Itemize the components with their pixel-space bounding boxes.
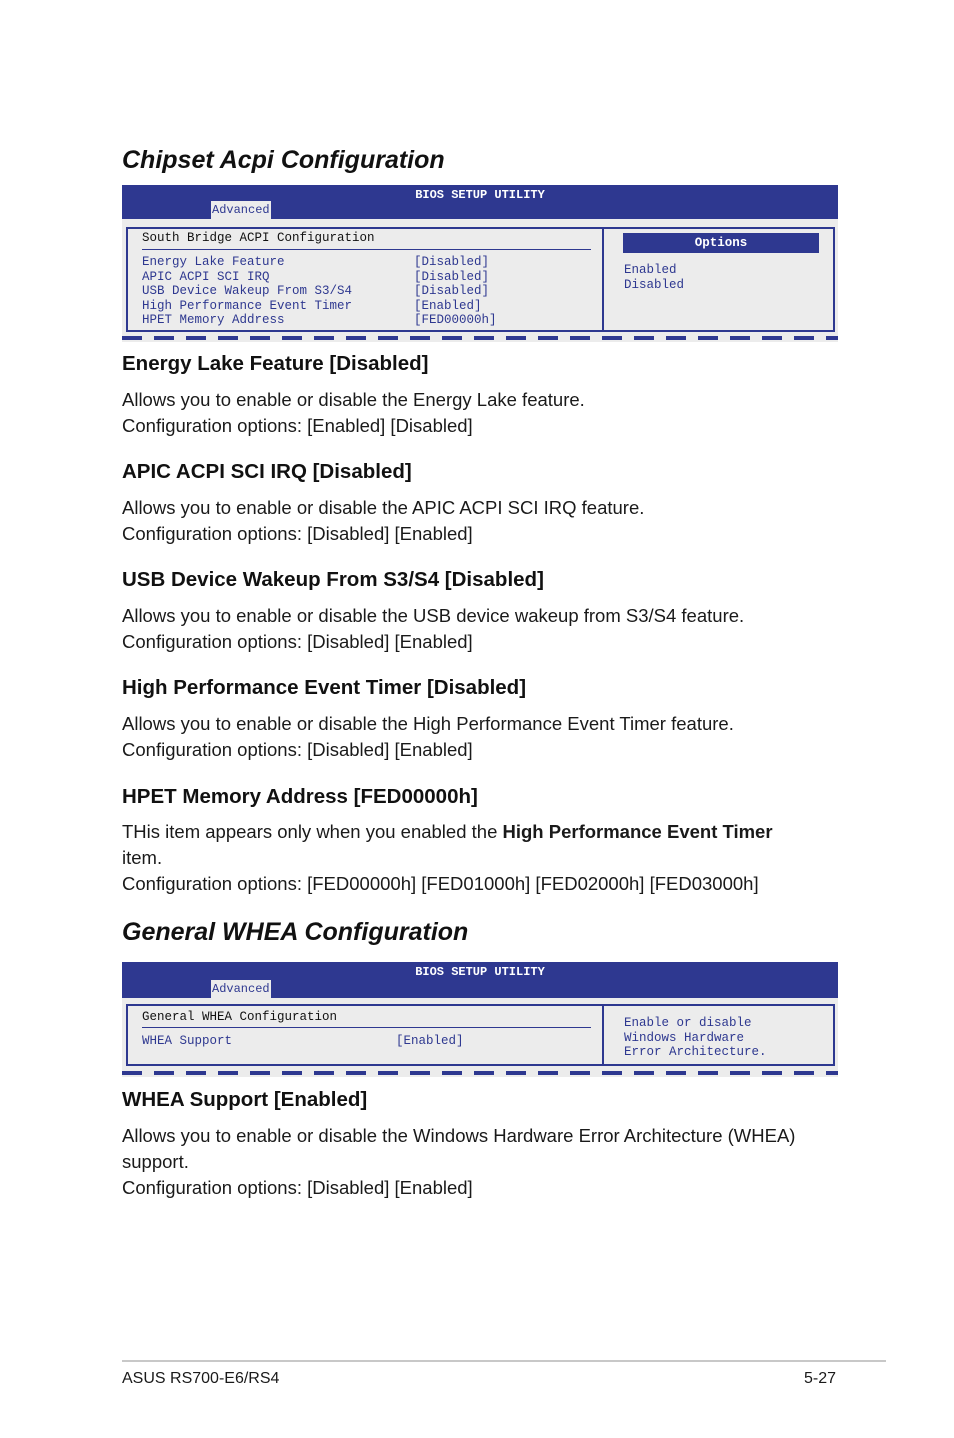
bios-pane-divider xyxy=(602,229,604,330)
desc-line: support. xyxy=(122,1151,189,1172)
desc-high-performance-event-timer xyxy=(122,711,842,763)
bios-title: BIOS SETUP UTILITY xyxy=(415,188,545,202)
setting-label: WHEA Support xyxy=(142,1034,233,1048)
config-options: Configuration options: [Disabled] [Enabled] xyxy=(122,631,473,652)
heading-hpet-memory-address: HPET Memory Address [FED00000h] xyxy=(122,785,478,808)
desc-line: Allows you to enable or disable the APIC ACPI SCI IRQ feature. xyxy=(122,497,645,518)
bios-bottom-dashes xyxy=(122,1071,838,1075)
desc-apic-acpi-sci-irq xyxy=(122,495,842,547)
setting-value[interactable]: [Disabled] xyxy=(414,255,490,269)
footer-product-name: ASUS RS700-E6/RS4 xyxy=(122,1370,280,1387)
bios-subtitle-rule xyxy=(142,249,591,250)
setting-label: High Performance Event Timer xyxy=(142,298,353,313)
setting-apic-acpi-sci-irq[interactable] xyxy=(142,270,270,285)
setting-label: HPET Memory Address xyxy=(142,313,285,328)
bios-screen-chipset-acpi xyxy=(122,185,838,342)
config-options: Configuration options: [Disabled] [Enabled] xyxy=(122,739,473,760)
bios-subtitle-rule xyxy=(142,1027,591,1028)
option-disabled[interactable]: Disabled xyxy=(624,277,685,292)
bios-header-bar xyxy=(122,962,838,998)
tab-advanced[interactable]: Advanced xyxy=(212,982,270,996)
footer-rule xyxy=(122,1360,886,1362)
setting-label: USB Device Wakeup From S3/S4 xyxy=(142,284,353,299)
help-line: Error Architecture. xyxy=(624,1045,767,1060)
bios-page-subtitle: General WHEA Configuration xyxy=(142,1010,338,1024)
desc-energy-lake-feature xyxy=(122,387,842,439)
heading-high-performance-event-timer: High Performance Event Timer [Disabled] xyxy=(122,676,527,699)
desc-text: THis item appears only when you enabled the xyxy=(122,821,503,842)
desc-line: Allows you to enable or disable the High Performance Event Timer feature. xyxy=(122,713,734,734)
bios-bottom-dashes xyxy=(122,336,838,340)
help-line: Enable or disable xyxy=(624,1016,752,1030)
help-line: Windows Hardware xyxy=(624,1030,745,1045)
options-header: Options xyxy=(623,233,819,253)
heading-whea-support: WHEA Support [Enabled] xyxy=(122,1088,368,1111)
setting-usb-device-wakeup[interactable] xyxy=(142,284,352,299)
setting-value[interactable]: [Disabled] xyxy=(414,269,490,284)
desc-bold-term: High Performance Event Timer xyxy=(502,821,773,842)
setting-energy-lake-feature[interactable] xyxy=(142,255,285,270)
heading-apic-acpi-sci-irq: APIC ACPI SCI IRQ [Disabled] xyxy=(122,460,412,483)
heading-usb-device-wakeup: USB Device Wakeup From S3/S4 [Disabled] xyxy=(122,568,544,591)
setting-value[interactable]: [Enabled] xyxy=(396,1034,464,1048)
setting-whea-support[interactable] xyxy=(142,1034,232,1049)
page-number: 5-27 xyxy=(803,1370,836,1387)
tab-advanced[interactable]: Advanced xyxy=(212,203,270,217)
desc-line: Allows you to enable or disable the USB device wakeup from S3/S4 feature. xyxy=(122,605,745,626)
config-options: Configuration options: [Disabled] [Enabled] xyxy=(122,1177,473,1198)
heading-energy-lake-feature: Energy Lake Feature [Disabled] xyxy=(122,352,429,375)
desc-text: item. xyxy=(122,847,163,868)
section-title-chipset-acpi: Chipset Acpi Configuration xyxy=(122,146,445,174)
setting-value[interactable]: [Disabled] xyxy=(414,284,490,299)
bios-main-frame xyxy=(126,227,835,332)
config-options: Configuration options: [FED00000h] [FED01000h] [FED02000h] [FED03000h] xyxy=(122,873,759,894)
desc-hpet-memory-address xyxy=(122,819,842,897)
option-enabled[interactable]: Enabled xyxy=(624,263,677,277)
setting-value[interactable]: [Enabled] xyxy=(414,298,482,313)
bios-pane-divider xyxy=(602,1006,604,1064)
bios-title: BIOS SETUP UTILITY xyxy=(415,965,545,979)
section-title-general-whea: General WHEA Configuration xyxy=(122,918,469,946)
setting-value[interactable]: [FED00000h] xyxy=(414,313,497,328)
bios-main-frame xyxy=(126,1004,835,1066)
bios-screen-general-whea xyxy=(122,962,838,1077)
bios-page-subtitle: South Bridge ACPI Configuration xyxy=(142,231,375,245)
setting-label: APIC ACPI SCI IRQ xyxy=(142,269,270,284)
config-options: Configuration options: [Enabled] [Disabled] xyxy=(122,415,473,436)
desc-usb-device-wakeup xyxy=(122,603,842,655)
setting-label: Energy Lake Feature xyxy=(142,255,285,269)
desc-line: Allows you to enable or disable the Energy Lake feature. xyxy=(122,389,585,410)
setting-hpet-memory-address[interactable] xyxy=(142,313,285,328)
config-options: Configuration options: [Disabled] [Enabled] xyxy=(122,523,473,544)
setting-high-performance-event-timer[interactable] xyxy=(142,299,352,314)
bios-header-bar xyxy=(122,185,838,219)
desc-line: Allows you to enable or disable the Windows Hardware Error Architecture (WHEA) xyxy=(122,1125,796,1146)
desc-whea-support xyxy=(122,1123,842,1201)
bios-settings-list xyxy=(142,255,592,330)
